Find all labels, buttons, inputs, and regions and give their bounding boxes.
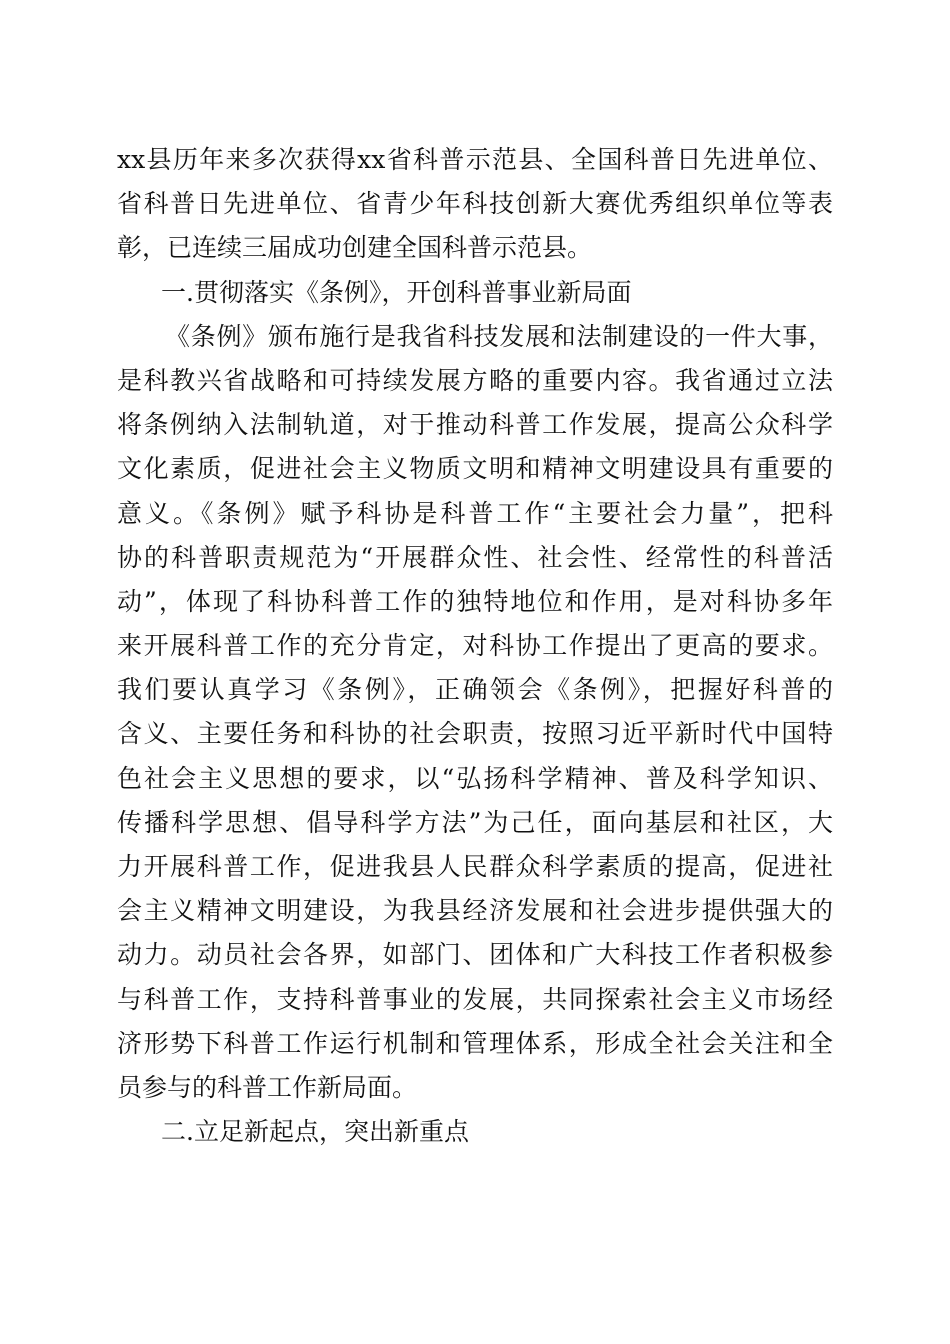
text-line: 来开展科普工作的充分肯定，对科协工作提出了更高的要求。 xyxy=(117,631,833,661)
text-line: 意义。《条例》赋予科协是科普工作“主要社会力量”，把科 xyxy=(117,498,833,528)
text-line: 含义、主要任务和科协的社会职责，按照习近平新时代中国特 xyxy=(117,719,833,749)
text-line: 将条例纳入法制轨道，对于推动科普工作发展，提高公众科学 xyxy=(117,410,833,440)
text-line: 彰，已连续三届成功创建全国科普示范县。 xyxy=(117,233,593,263)
section-heading-2: 二.立足新起点，突出新重点 xyxy=(161,1117,469,1147)
text-line: 省科普日先进单位、省青少年科技创新大赛优秀组织单位等表 xyxy=(117,189,833,219)
text-line: 我们要认真学习《条例》，正确领会《条例》，把握好科普的 xyxy=(117,675,833,705)
text-line: 会主义精神文明建设，为我县经济发展和社会进步提供强大的 xyxy=(117,896,833,926)
text-line: 动”，体现了科协科普工作的独特地位和作用，是对科协多年 xyxy=(117,586,833,616)
text-line: 《条例》颁布施行是我省科技发展和法制建设的一件大事， xyxy=(165,321,833,351)
text-line: 是科教兴省战略和可持续发展方略的重要内容。我省通过立法 xyxy=(117,365,833,395)
text-line: xx县历年来多次获得xx省科普示范县、全国科普日先进单位、 xyxy=(117,145,833,174)
text-line: 员参与的科普工作新局面。 xyxy=(117,1072,418,1102)
body-paragraph xyxy=(117,315,833,1110)
document-body xyxy=(117,138,833,1154)
section-heading-1: 一.贯彻落实《条例》，开创科普事业新局面 xyxy=(161,277,632,307)
text-line: 济形势下科普工作运行机制和管理体系，形成全社会关注和全 xyxy=(117,1028,833,1058)
intro-paragraph xyxy=(117,138,833,271)
text-line: 传播科学思想、倡导科学方法”为己任，面向基层和社区，大 xyxy=(117,807,833,837)
text-line: 色社会主义思想的要求，以“弘扬科学精神、普及科学知识、 xyxy=(117,763,833,793)
text-line: 力开展科普工作，促进我县人民群众科学素质的提高，促进社 xyxy=(117,852,833,881)
text-line: 文化素质，促进社会主义物质文明和精神文明建设具有重要的 xyxy=(117,454,833,484)
text-line: 协的科普职责规范为“开展群众性、社会性、经常性的科普活 xyxy=(117,542,833,572)
text-line: 与科普工作，支持科普事业的发展，共同探索社会主义市场经 xyxy=(117,984,833,1014)
text-line: 动力。动员社会各界，如部门、团体和广大科技工作者积极参 xyxy=(117,940,833,970)
